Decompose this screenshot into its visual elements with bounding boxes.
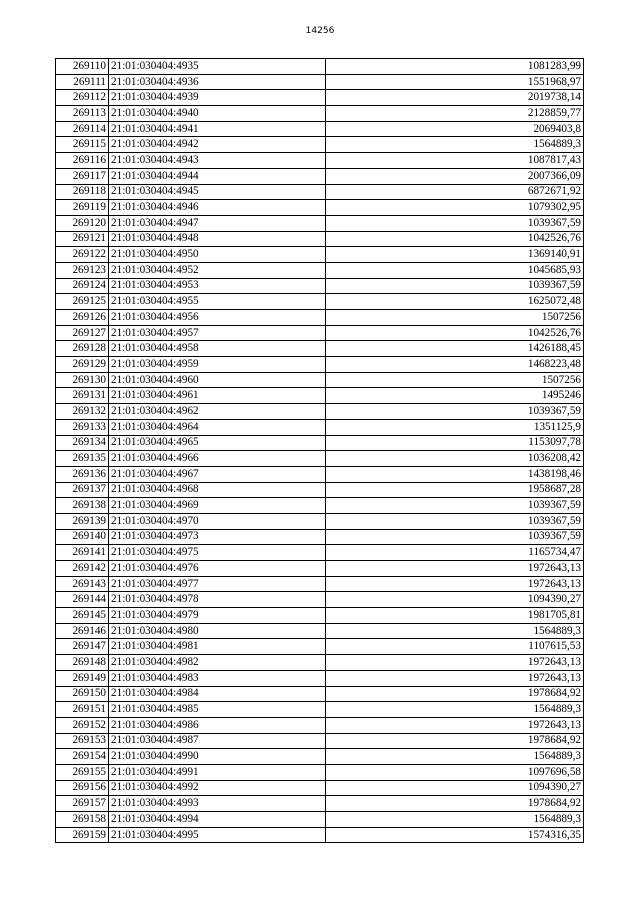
cadastral-number-cell: 21:01:030404:4968 bbox=[109, 482, 326, 498]
cadastral-number-cell: 21:01:030404:4952 bbox=[109, 262, 326, 278]
row-number-cell: 269140 bbox=[56, 529, 109, 545]
row-number-cell: 269133 bbox=[56, 419, 109, 435]
cadastral-value-cell: 1972643,13 bbox=[326, 670, 584, 686]
row-number-cell: 269124 bbox=[56, 278, 109, 294]
cadastral-value-cell: 1564889,3 bbox=[326, 749, 584, 765]
cadastral-number-cell: 21:01:030404:4961 bbox=[109, 388, 326, 404]
row-number-cell: 269117 bbox=[56, 168, 109, 184]
cadastral-number-cell: 21:01:030404:4948 bbox=[109, 231, 326, 247]
table-row bbox=[56, 388, 584, 404]
table-row bbox=[56, 749, 584, 765]
table-row bbox=[56, 310, 584, 326]
cadastral-number-cell: 21:01:030404:4936 bbox=[109, 74, 326, 90]
row-number-cell: 269126 bbox=[56, 310, 109, 326]
cadastral-number-cell: 21:01:030404:4990 bbox=[109, 749, 326, 765]
table-row bbox=[56, 137, 584, 153]
cadastral-value-cell: 1045685,93 bbox=[326, 262, 584, 278]
cadastral-number-cell: 21:01:030404:4935 bbox=[109, 59, 326, 75]
row-number-cell: 269151 bbox=[56, 702, 109, 718]
table-row bbox=[56, 623, 584, 639]
cadastral-value-cell: 2128859,77 bbox=[326, 106, 584, 122]
row-number-cell: 269147 bbox=[56, 639, 109, 655]
cadastral-value-cell: 2019738,14 bbox=[326, 90, 584, 106]
cadastral-number-cell: 21:01:030404:4980 bbox=[109, 623, 326, 639]
cadastral-number-cell: 21:01:030404:4978 bbox=[109, 592, 326, 608]
cadastral-number-cell: 21:01:030404:4950 bbox=[109, 247, 326, 263]
row-number-cell: 269132 bbox=[56, 404, 109, 420]
cadastral-value-cell: 1468223,48 bbox=[326, 357, 584, 373]
cadastral-number-cell: 21:01:030404:4953 bbox=[109, 278, 326, 294]
row-number-cell: 269145 bbox=[56, 608, 109, 624]
cadastral-value-cell: 1042526,76 bbox=[326, 325, 584, 341]
row-number-cell: 269123 bbox=[56, 262, 109, 278]
table-row bbox=[56, 498, 584, 514]
row-number-cell: 269157 bbox=[56, 796, 109, 812]
cadastral-value-cell: 1039367,59 bbox=[326, 404, 584, 420]
cadastral-value-cell: 1972643,13 bbox=[326, 717, 584, 733]
cadastral-value-cell: 1551968,97 bbox=[326, 74, 584, 90]
table-row bbox=[56, 812, 584, 828]
cadastral-number-cell: 21:01:030404:4967 bbox=[109, 466, 326, 482]
cadastral-number-cell: 21:01:030404:4958 bbox=[109, 341, 326, 357]
row-number-cell: 269111 bbox=[56, 74, 109, 90]
table-row bbox=[56, 529, 584, 545]
table-row bbox=[56, 733, 584, 749]
row-number-cell: 269159 bbox=[56, 827, 109, 843]
table-row bbox=[56, 561, 584, 577]
cadastral-number-cell: 21:01:030404:4993 bbox=[109, 796, 326, 812]
cadastral-value-cell: 1972643,13 bbox=[326, 655, 584, 671]
row-number-cell: 269122 bbox=[56, 247, 109, 263]
cadastral-value-table bbox=[55, 58, 584, 843]
table-row bbox=[56, 278, 584, 294]
table-row bbox=[56, 419, 584, 435]
row-number-cell: 269152 bbox=[56, 717, 109, 733]
table-row bbox=[56, 153, 584, 169]
cadastral-value-cell: 1426188,45 bbox=[326, 341, 584, 357]
cadastral-value-cell: 1972643,13 bbox=[326, 561, 584, 577]
row-number-cell: 269120 bbox=[56, 215, 109, 231]
row-number-cell: 269156 bbox=[56, 780, 109, 796]
table-row bbox=[56, 168, 584, 184]
row-number-cell: 269155 bbox=[56, 764, 109, 780]
table-row bbox=[56, 764, 584, 780]
cadastral-value-cell: 1438198,46 bbox=[326, 466, 584, 482]
table-row bbox=[56, 59, 584, 75]
row-number-cell: 269148 bbox=[56, 655, 109, 671]
cadastral-value-cell: 1972643,13 bbox=[326, 576, 584, 592]
table-row bbox=[56, 592, 584, 608]
cadastral-value-cell: 6872671,92 bbox=[326, 184, 584, 200]
row-number-cell: 269149 bbox=[56, 670, 109, 686]
cadastral-value-cell: 1978684,92 bbox=[326, 686, 584, 702]
table-row bbox=[56, 357, 584, 373]
row-number-cell: 269129 bbox=[56, 357, 109, 373]
row-number-cell: 269119 bbox=[56, 200, 109, 216]
cadastral-number-cell: 21:01:030404:4959 bbox=[109, 357, 326, 373]
row-number-cell: 269115 bbox=[56, 137, 109, 153]
row-number-cell: 269154 bbox=[56, 749, 109, 765]
table-row bbox=[56, 435, 584, 451]
table-row bbox=[56, 184, 584, 200]
cadastral-value-cell: 1507256 bbox=[326, 310, 584, 326]
table-row bbox=[56, 372, 584, 388]
table-row bbox=[56, 639, 584, 655]
table-row bbox=[56, 717, 584, 733]
cadastral-value-cell: 2007366,09 bbox=[326, 168, 584, 184]
cadastral-number-cell: 21:01:030404:4969 bbox=[109, 498, 326, 514]
cadastral-number-cell: 21:01:030404:4970 bbox=[109, 513, 326, 529]
cadastral-number-cell: 21:01:030404:4979 bbox=[109, 608, 326, 624]
table-row bbox=[56, 294, 584, 310]
cadastral-value-cell: 1369140,91 bbox=[326, 247, 584, 263]
cadastral-number-cell: 21:01:030404:4945 bbox=[109, 184, 326, 200]
cadastral-number-cell: 21:01:030404:4940 bbox=[109, 106, 326, 122]
cadastral-value-cell: 1094390,27 bbox=[326, 592, 584, 608]
cadastral-number-cell: 21:01:030404:4960 bbox=[109, 372, 326, 388]
table-row bbox=[56, 513, 584, 529]
row-number-cell: 269139 bbox=[56, 513, 109, 529]
row-number-cell: 269127 bbox=[56, 325, 109, 341]
cadastral-value-cell: 1081283,99 bbox=[326, 59, 584, 75]
table-row bbox=[56, 262, 584, 278]
table-row bbox=[56, 576, 584, 592]
cadastral-number-cell: 21:01:030404:4991 bbox=[109, 764, 326, 780]
cadastral-number-cell: 21:01:030404:4977 bbox=[109, 576, 326, 592]
cadastral-number-cell: 21:01:030404:4965 bbox=[109, 435, 326, 451]
row-number-cell: 269110 bbox=[56, 59, 109, 75]
cadastral-value-cell: 1042526,76 bbox=[326, 231, 584, 247]
cadastral-value-cell: 1564889,3 bbox=[326, 137, 584, 153]
table-row bbox=[56, 231, 584, 247]
table-row bbox=[56, 545, 584, 561]
table-row bbox=[56, 796, 584, 812]
cadastral-value-cell: 1507256 bbox=[326, 372, 584, 388]
row-number-cell: 269153 bbox=[56, 733, 109, 749]
table-row bbox=[56, 74, 584, 90]
cadastral-value-cell: 1094390,27 bbox=[326, 780, 584, 796]
row-number-cell: 269158 bbox=[56, 812, 109, 828]
cadastral-number-cell: 21:01:030404:4983 bbox=[109, 670, 326, 686]
cadastral-value-cell: 1107615,53 bbox=[326, 639, 584, 655]
table-row bbox=[56, 827, 584, 843]
cadastral-value-cell: 1564889,3 bbox=[326, 623, 584, 639]
cadastral-number-cell: 21:01:030404:4955 bbox=[109, 294, 326, 310]
cadastral-value-cell: 1097696,58 bbox=[326, 764, 584, 780]
cadastral-number-cell: 21:01:030404:4966 bbox=[109, 451, 326, 467]
row-number-cell: 269116 bbox=[56, 153, 109, 169]
cadastral-number-cell: 21:01:030404:4981 bbox=[109, 639, 326, 655]
table-row bbox=[56, 121, 584, 137]
table-row bbox=[56, 200, 584, 216]
row-number-cell: 269114 bbox=[56, 121, 109, 137]
row-number-cell: 269137 bbox=[56, 482, 109, 498]
table-row bbox=[56, 482, 584, 498]
row-number-cell: 269144 bbox=[56, 592, 109, 608]
row-number-cell: 269121 bbox=[56, 231, 109, 247]
table-body bbox=[56, 59, 584, 843]
cadastral-value-cell: 1564889,3 bbox=[326, 812, 584, 828]
row-number-cell: 269143 bbox=[56, 576, 109, 592]
cadastral-value-cell: 1978684,92 bbox=[326, 733, 584, 749]
cadastral-number-cell: 21:01:030404:4964 bbox=[109, 419, 326, 435]
cadastral-value-cell: 2069403,8 bbox=[326, 121, 584, 137]
table-row bbox=[56, 780, 584, 796]
cadastral-number-cell: 21:01:030404:4995 bbox=[109, 827, 326, 843]
row-number-cell: 269112 bbox=[56, 90, 109, 106]
cadastral-value-cell: 1087817,43 bbox=[326, 153, 584, 169]
cadastral-number-cell: 21:01:030404:4956 bbox=[109, 310, 326, 326]
cadastral-value-cell: 1978684,92 bbox=[326, 796, 584, 812]
table-row bbox=[56, 341, 584, 357]
cadastral-value-cell: 1351125,9 bbox=[326, 419, 584, 435]
cadastral-value-cell: 1039367,59 bbox=[326, 498, 584, 514]
cadastral-value-cell: 1039367,59 bbox=[326, 278, 584, 294]
row-number-cell: 269125 bbox=[56, 294, 109, 310]
row-number-cell: 269141 bbox=[56, 545, 109, 561]
page-number: 14256 bbox=[305, 26, 335, 36]
cadastral-number-cell: 21:01:030404:4985 bbox=[109, 702, 326, 718]
cadastral-value-cell: 1981705,81 bbox=[326, 608, 584, 624]
cadastral-number-cell: 21:01:030404:4943 bbox=[109, 153, 326, 169]
cadastral-number-cell: 21:01:030404:4984 bbox=[109, 686, 326, 702]
cadastral-value-cell: 1574316,35 bbox=[326, 827, 584, 843]
cadastral-number-cell: 21:01:030404:4975 bbox=[109, 545, 326, 561]
cadastral-number-cell: 21:01:030404:4944 bbox=[109, 168, 326, 184]
cadastral-value-cell: 1039367,59 bbox=[326, 215, 584, 231]
cadastral-value-cell: 1958687,28 bbox=[326, 482, 584, 498]
cadastral-value-cell: 1079302,95 bbox=[326, 200, 584, 216]
row-number-cell: 269128 bbox=[56, 341, 109, 357]
cadastral-number-cell: 21:01:030404:4982 bbox=[109, 655, 326, 671]
table-row bbox=[56, 215, 584, 231]
cadastral-number-cell: 21:01:030404:4939 bbox=[109, 90, 326, 106]
row-number-cell: 269136 bbox=[56, 466, 109, 482]
table-row bbox=[56, 404, 584, 420]
cadastral-value-cell: 1165734,47 bbox=[326, 545, 584, 561]
cadastral-value-cell: 1039367,59 bbox=[326, 529, 584, 545]
cadastral-number-cell: 21:01:030404:4941 bbox=[109, 121, 326, 137]
row-number-cell: 269130 bbox=[56, 372, 109, 388]
row-number-cell: 269134 bbox=[56, 435, 109, 451]
cadastral-value-cell: 1036208,42 bbox=[326, 451, 584, 467]
table-row bbox=[56, 451, 584, 467]
table-row bbox=[56, 325, 584, 341]
table-row bbox=[56, 655, 584, 671]
cadastral-number-cell: 21:01:030404:4962 bbox=[109, 404, 326, 420]
cadastral-number-cell: 21:01:030404:4957 bbox=[109, 325, 326, 341]
cadastral-number-cell: 21:01:030404:4946 bbox=[109, 200, 326, 216]
cadastral-value-cell: 1625072,48 bbox=[326, 294, 584, 310]
cadastral-value-cell: 1564889,3 bbox=[326, 702, 584, 718]
row-number-cell: 269138 bbox=[56, 498, 109, 514]
cadastral-value-cell: 1039367,59 bbox=[326, 513, 584, 529]
cadastral-value-cell: 1495246 bbox=[326, 388, 584, 404]
row-number-cell: 269118 bbox=[56, 184, 109, 200]
cadastral-number-cell: 21:01:030404:4976 bbox=[109, 561, 326, 577]
row-number-cell: 269113 bbox=[56, 106, 109, 122]
cadastral-number-cell: 21:01:030404:4994 bbox=[109, 812, 326, 828]
cadastral-number-cell: 21:01:030404:4986 bbox=[109, 717, 326, 733]
table-row bbox=[56, 90, 584, 106]
table-row bbox=[56, 702, 584, 718]
row-number-cell: 269131 bbox=[56, 388, 109, 404]
row-number-cell: 269142 bbox=[56, 561, 109, 577]
table-row bbox=[56, 670, 584, 686]
cadastral-number-cell: 21:01:030404:4947 bbox=[109, 215, 326, 231]
row-number-cell: 269135 bbox=[56, 451, 109, 467]
row-number-cell: 269150 bbox=[56, 686, 109, 702]
cadastral-value-cell: 1153097,78 bbox=[326, 435, 584, 451]
table-row bbox=[56, 247, 584, 263]
table-row bbox=[56, 106, 584, 122]
table-row bbox=[56, 466, 584, 482]
cadastral-number-cell: 21:01:030404:4942 bbox=[109, 137, 326, 153]
table-row bbox=[56, 608, 584, 624]
cadastral-number-cell: 21:01:030404:4992 bbox=[109, 780, 326, 796]
cadastral-number-cell: 21:01:030404:4973 bbox=[109, 529, 326, 545]
row-number-cell: 269146 bbox=[56, 623, 109, 639]
cadastral-number-cell: 21:01:030404:4987 bbox=[109, 733, 326, 749]
table-row bbox=[56, 686, 584, 702]
